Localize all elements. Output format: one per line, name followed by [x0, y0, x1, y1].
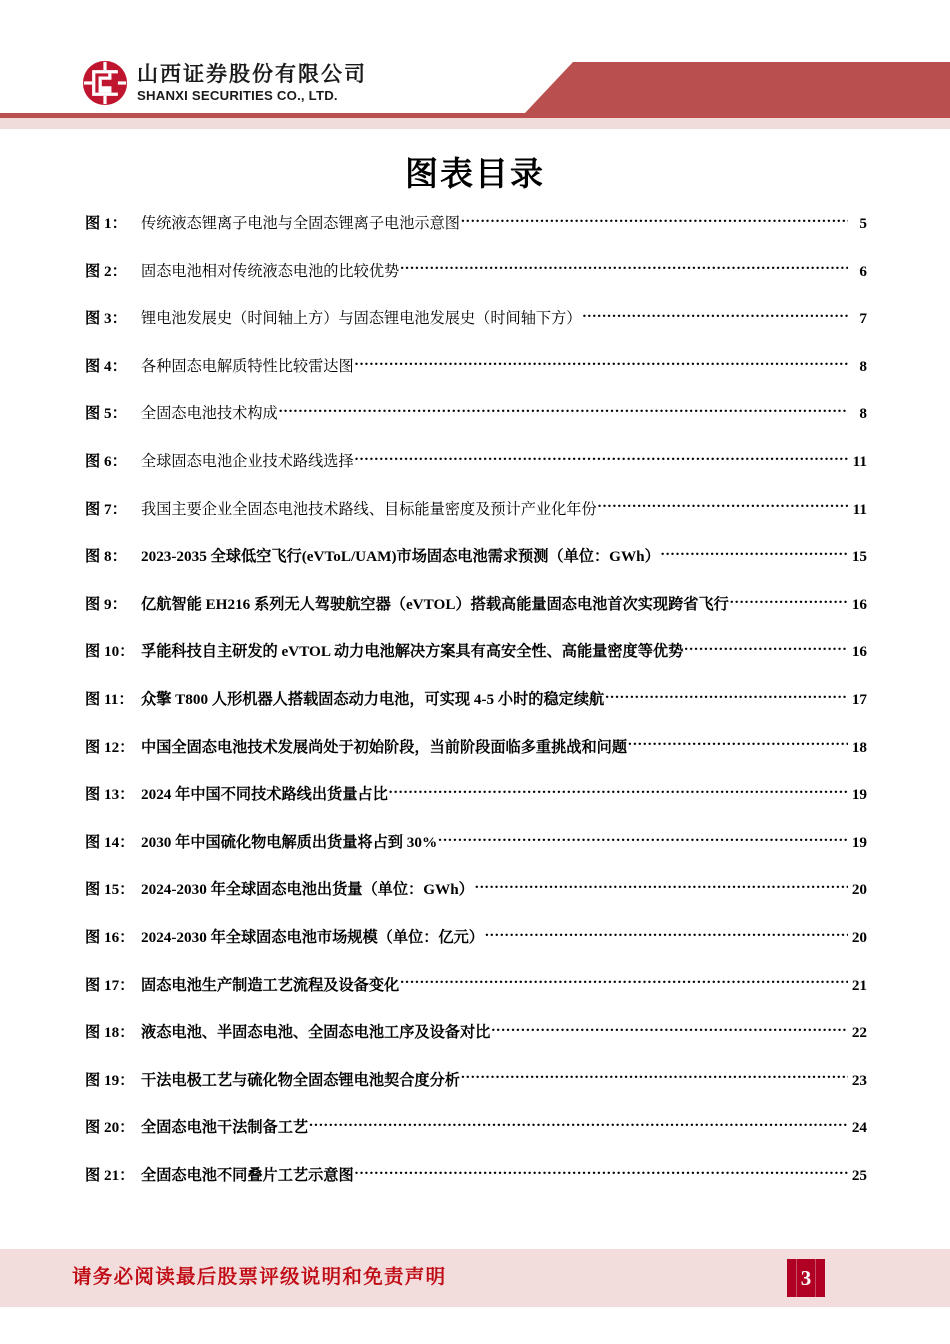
toc-dot-leader — [485, 927, 848, 942]
toc-entry-label: 图 4： — [85, 357, 127, 375]
toc-entry[interactable] — [85, 212, 867, 260]
toc-entry-label: 图 14： — [85, 833, 135, 851]
toc-entry-page-number: 16 — [851, 643, 867, 661]
toc-entry-page-number: 20 — [851, 881, 867, 899]
toc-entry-page-number: 25 — [851, 1166, 867, 1184]
toc-entry-page-number: 16 — [851, 595, 867, 613]
toc-entry[interactable] — [85, 736, 867, 784]
toc-entry-label: 图 2： — [85, 262, 127, 280]
toc-entry-label: 图 7： — [85, 500, 127, 518]
report-type-label: 行业研究/行业专题报告 — [701, 16, 882, 34]
toc-dot-leader — [389, 784, 848, 799]
toc-entry-title: 固态电池相对传统液态电池的比较优势 — [141, 262, 400, 280]
toc-entry-page-number: 23 — [851, 1071, 867, 1089]
toc-entry-label: 图 18： — [85, 1024, 135, 1042]
toc-dot-leader — [628, 736, 848, 751]
report-type-banner — [525, 62, 950, 113]
shanxi-securities-logo-icon — [82, 60, 128, 106]
toc-entry-title: 亿航智能 EH216 系列无人驾驶航空器（eVTOL）搭载高能量固态电池首次实现跨省飞行 — [141, 595, 729, 613]
toc-dot-leader — [461, 1070, 848, 1085]
header-rule-light — [0, 118, 950, 129]
toc-entry[interactable] — [85, 307, 867, 355]
toc-entry-title: 液态电池、半固态电池、全固态电池工序及设备对比 — [141, 1024, 491, 1042]
toc-dot-leader — [309, 1117, 848, 1132]
toc-entry-title: 全固态电池技术构成 — [141, 405, 278, 423]
toc-entry-label: 图 15： — [85, 881, 135, 899]
toc-entry-label: 图 1： — [85, 215, 127, 232]
table-of-figures-list — [85, 212, 867, 1211]
toc-dot-leader — [491, 1022, 848, 1037]
toc-entry[interactable] — [85, 260, 867, 308]
toc-entry-title: 固态电池生产制造工艺流程及设备变化 — [141, 976, 400, 994]
toc-entry-label: 图 20： — [85, 1119, 135, 1137]
toc-dot-leader — [355, 1165, 848, 1180]
toc-entry-label: 图 11： — [85, 690, 134, 708]
toc-dot-leader — [598, 498, 848, 513]
toc-entry-page-number: 7 — [859, 310, 867, 328]
page-number-badge: 3 — [787, 1259, 825, 1297]
toc-entry-page-number: 6 — [859, 262, 867, 280]
toc-entry-page-number: 19 — [851, 786, 867, 804]
toc-entry[interactable] — [85, 1164, 867, 1212]
toc-entry-page-number: 11 — [852, 452, 867, 470]
toc-dot-leader — [684, 641, 848, 656]
toc-entry-title: 2024-2030 年全球固态电池出货量（单位：GWh） — [141, 881, 474, 899]
toc-entry-title: 各种固态电解质特性比较雷达图 — [141, 357, 354, 375]
toc-dot-leader — [461, 213, 848, 228]
toc-entry-label: 图 5： — [85, 405, 127, 423]
toc-dot-leader — [661, 546, 848, 561]
toc-entry-label: 图 6： — [85, 452, 127, 470]
toc-entry-title: 全固态电池不同叠片工艺示意图 — [141, 1166, 354, 1184]
toc-dot-leader — [438, 832, 848, 847]
toc-entry[interactable] — [85, 593, 867, 641]
toc-entry-title: 我国主要企业全固态电池技术路线、目标能量密度及预计产业化年份 — [141, 500, 597, 518]
toc-entry-title: 传统液态锂离子电池与全固态锂离子电池示意图 — [141, 215, 460, 232]
toc-entry-title: 众擎 T800 人形机器人搭载固态动力电池，可实现 4-5 小时的稳定续航 — [141, 690, 605, 708]
toc-dot-leader — [400, 260, 848, 275]
toc-dot-leader — [355, 356, 848, 371]
company-name-group — [137, 64, 367, 102]
toc-dot-leader — [730, 594, 848, 609]
toc-entry[interactable] — [85, 1069, 867, 1117]
toc-entry-page-number: 8 — [859, 357, 867, 375]
page-header — [0, 0, 950, 128]
toc-dot-leader — [355, 451, 848, 466]
toc-entry-title: 干法电极工艺与硫化物全固态锂电池契合度分析 — [141, 1071, 460, 1089]
toc-entry-page-number: 11 — [852, 500, 867, 518]
toc-entry-label: 图 3： — [85, 310, 127, 328]
toc-entry-page-number: 22 — [851, 1024, 867, 1042]
toc-entry-page-number: 19 — [851, 833, 867, 851]
toc-entry[interactable] — [85, 498, 867, 546]
toc-entry-page-number: 18 — [851, 738, 867, 756]
toc-dot-leader — [279, 403, 848, 418]
toc-entry[interactable] — [85, 1116, 867, 1164]
toc-entry-title: 锂电池发展史（时间轴上方）与固态锂电池发展史（时间轴下方） — [141, 310, 582, 328]
toc-entry-label: 图 17： — [85, 976, 135, 994]
toc-entry-page-number: 5 — [859, 215, 867, 232]
toc-entry[interactable] — [85, 878, 867, 926]
toc-entry-page-number: 8 — [859, 405, 867, 423]
toc-entry-label: 图 19： — [85, 1071, 135, 1089]
toc-entry[interactable] — [85, 926, 867, 974]
toc-dot-leader — [582, 308, 848, 323]
page-footer — [0, 1249, 950, 1307]
company-logo-block — [82, 60, 367, 106]
toc-entry-page-number: 24 — [851, 1119, 867, 1137]
toc-entry-title: 2024-2030 年全球固态电池市场规模（单位：亿元） — [141, 928, 484, 946]
toc-dot-leader — [400, 974, 848, 989]
toc-entry-page-number: 17 — [851, 690, 867, 708]
toc-entry-title: 全球固态电池企业技术路线选择 — [141, 452, 354, 470]
toc-entry-label: 图 12： — [85, 738, 135, 756]
toc-dot-leader — [475, 879, 848, 894]
toc-entry[interactable] — [85, 450, 867, 498]
toc-entry-title: 孚能科技自主研发的 eVTOL 动力电池解决方案具有高安全性、高能量密度等优势 — [141, 643, 684, 661]
company-name-en: SHANXI SECURITIES CO., LTD. — [137, 87, 338, 103]
toc-entry-page-number: 15 — [851, 548, 867, 566]
toc-entry-page-number: 21 — [851, 976, 867, 994]
toc-entry-title: 全固态电池干法制备工艺 — [141, 1119, 309, 1137]
toc-entry-label: 图 21： — [85, 1166, 135, 1184]
toc-entry-title: 2030 年中国硫化物电解质出货量将占到 30% — [141, 833, 438, 851]
toc-entry-page-number: 20 — [851, 928, 867, 946]
toc-entry[interactable] — [85, 688, 867, 736]
toc-entry[interactable] — [85, 783, 867, 831]
toc-dot-leader — [605, 689, 848, 704]
toc-entry[interactable] — [85, 640, 867, 688]
toc-entry-label: 图 13： — [85, 786, 135, 804]
toc-entry[interactable] — [85, 355, 867, 403]
toc-entry[interactable] — [85, 402, 867, 450]
toc-entry-label: 图 9： — [85, 595, 127, 613]
page-title: 图表目录 — [405, 157, 545, 193]
toc-entry[interactable] — [85, 1021, 867, 1069]
footer-disclaimer-text: 请务必阅读最后股票评级说明和免责声明 — [72, 1267, 447, 1288]
company-name-cn: 山西证券股份有限公司 — [137, 62, 367, 86]
toc-entry-title: 中国全固态电池技术发展尚处于初始阶段，当前阶段面临多重挑战和问题 — [141, 738, 627, 756]
toc-entry-label: 图 10： — [85, 643, 135, 661]
toc-entry-title: 2023-2035 全球低空飞行(eVToL/UAM)市场固态电池需求预测（单位：GWh） — [141, 548, 660, 566]
toc-entry[interactable] — [85, 545, 867, 593]
toc-entry-title: 2024 年中国不同技术路线出货量占比 — [141, 786, 388, 804]
toc-entry[interactable] — [85, 974, 867, 1022]
toc-entry-label: 图 16： — [85, 928, 135, 946]
toc-entry[interactable] — [85, 831, 867, 879]
toc-entry-label: 图 8： — [85, 548, 127, 566]
